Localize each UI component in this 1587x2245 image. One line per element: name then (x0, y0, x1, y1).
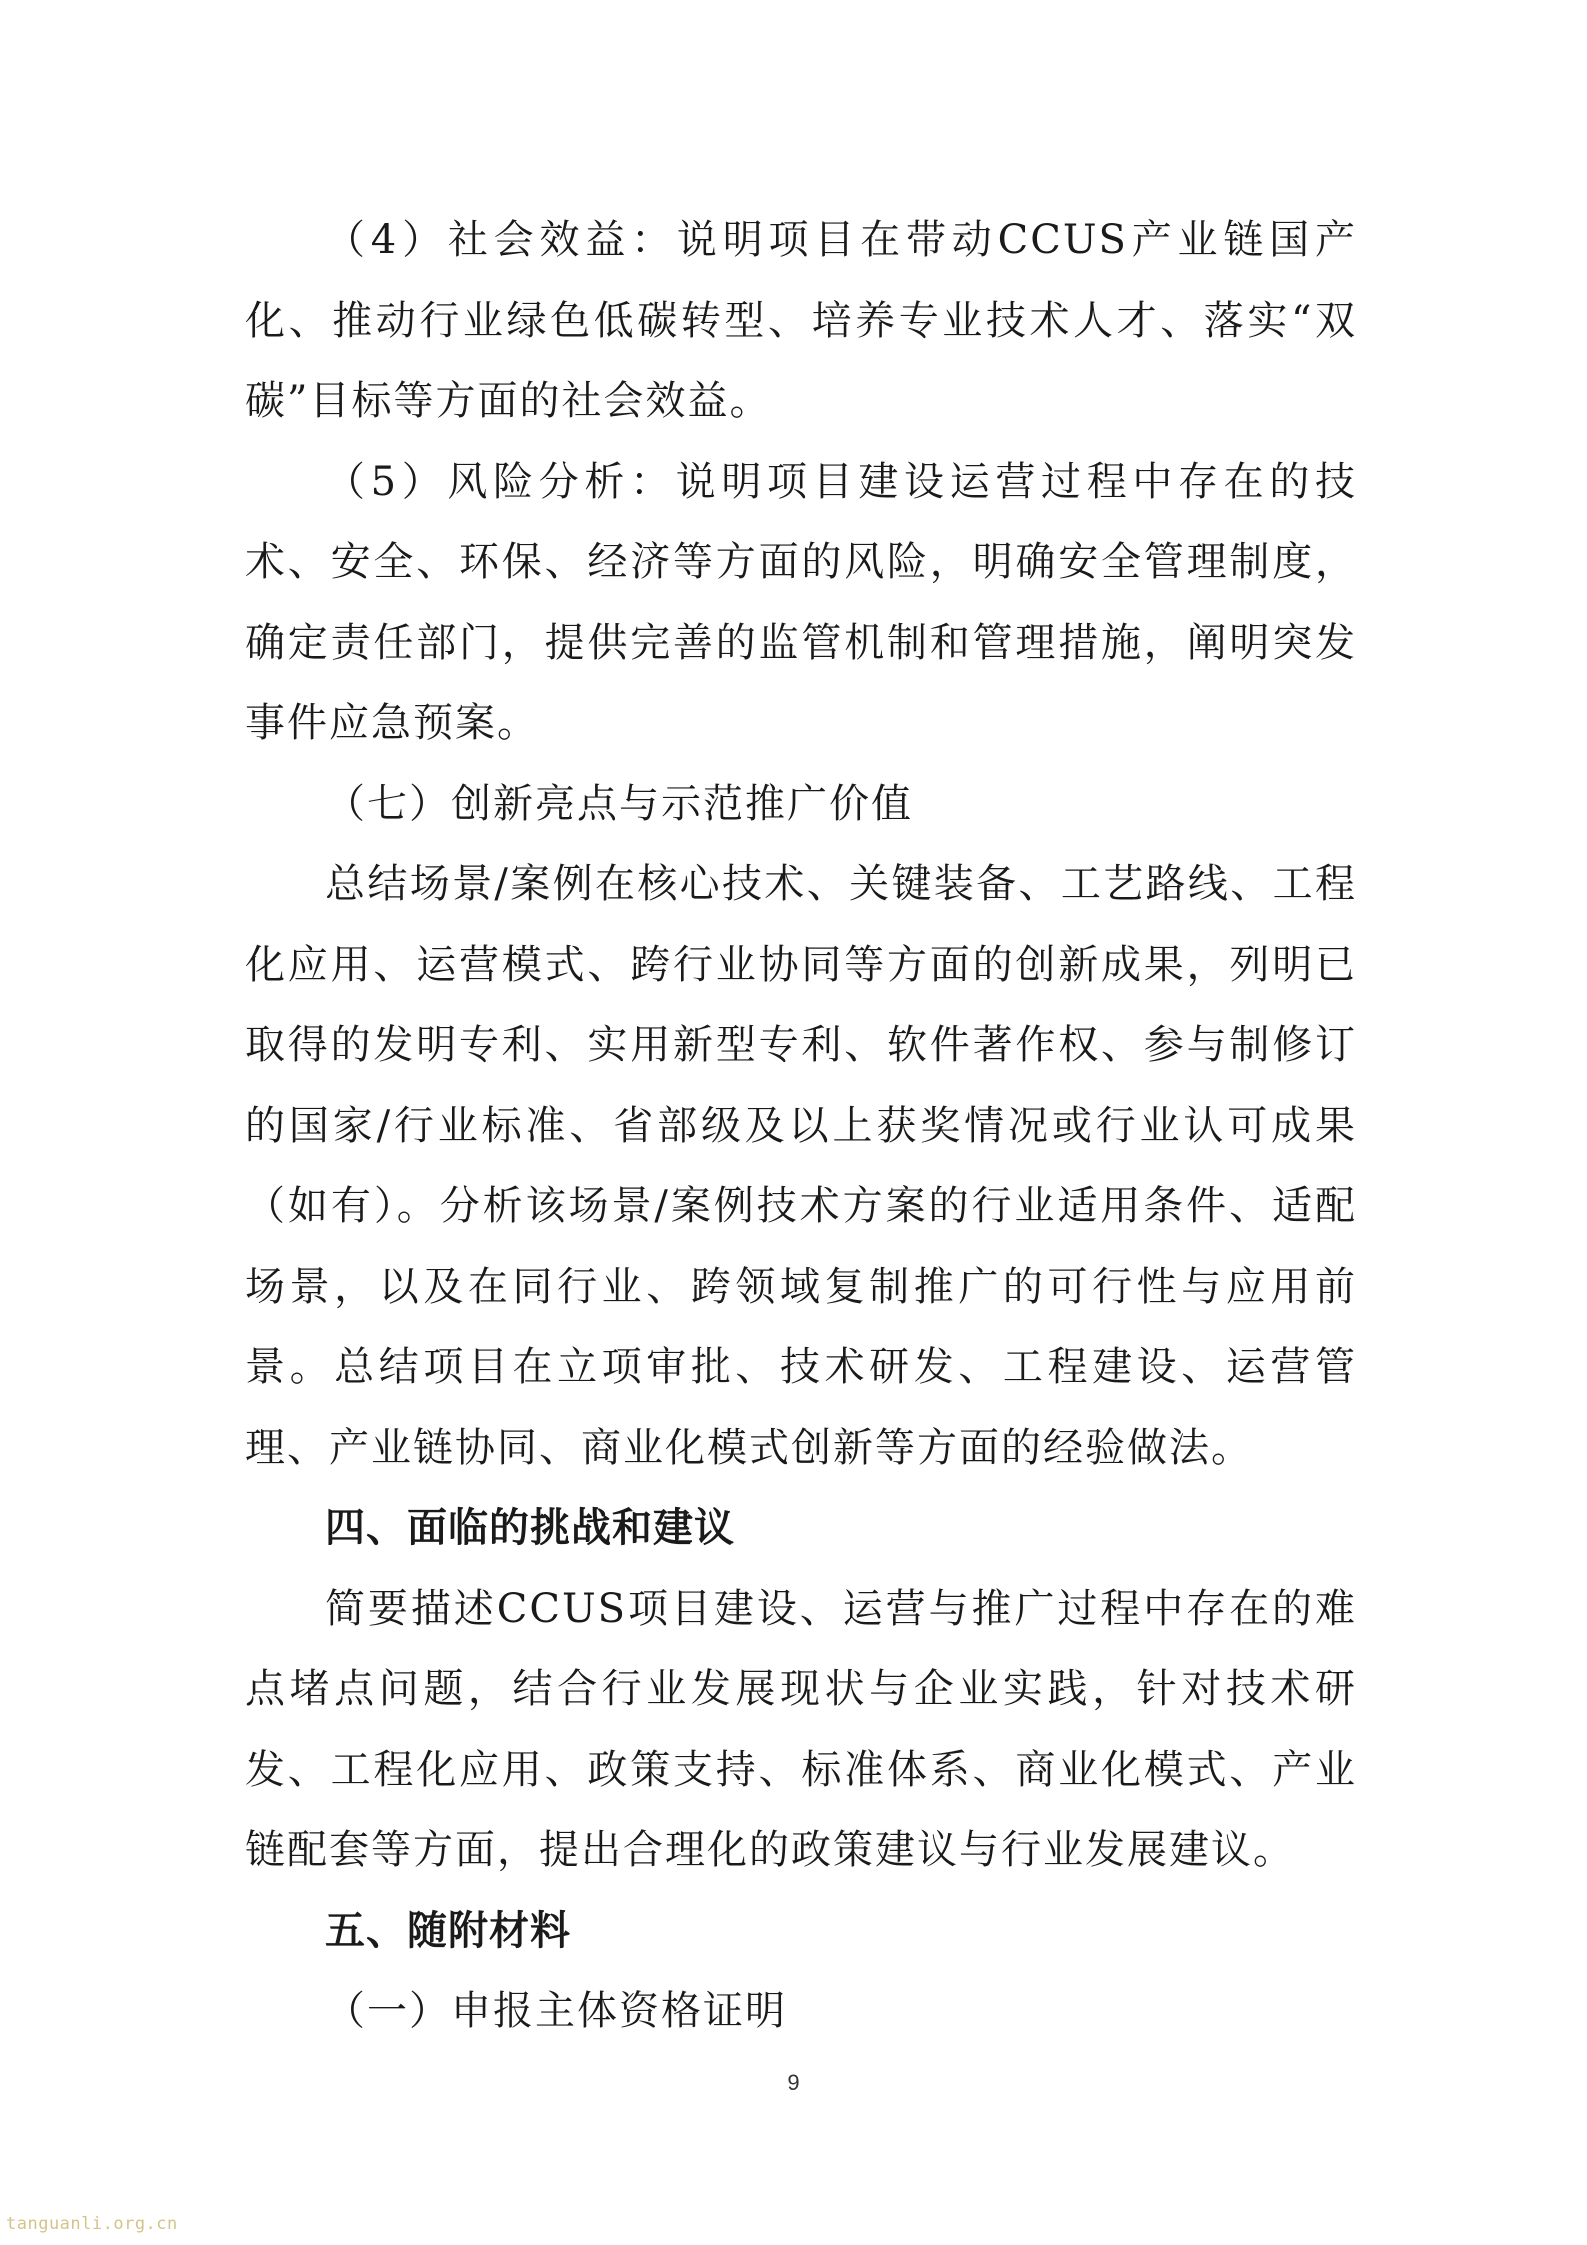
document-body (245, 200, 1357, 2052)
subheading-innovation-highlights: （七）创新亮点与示范推广价值 (325, 780, 913, 827)
paragraph-social-benefit: （4）社会效益：说明项目在带动CCUS产业链国产化、推动行业绿色低碳转型、培养专业技术人才、落实“双碳”目标等方面的社会效益。 (245, 217, 1357, 424)
heading-challenges-suggestions: 四、面临的挑战和建议 (325, 1505, 735, 1551)
paragraph-challenges: 简要描述CCUS项目建设、运营与推广过程中存在的难点堵点问题，结合行业发展现状与企业实践，针对技术研发、工程化应用、政策支持、标准体系、商业化模式、产业链配套等方面，提出合理化的政策建议与行业发展建议。 (245, 1585, 1357, 1873)
watermark-text: tanguanli.org.cn (6, 2214, 178, 2234)
subheading-qualification-proof: （一）申报主体资格证明 (325, 1988, 787, 2034)
paragraph-innovation-summary: 总结场景/案例在核心技术、关键装备、工艺路线、工程化应用、运营模式、跨行业协同等方面的创新成果，列明已取得的发明专利、实用新型专利、软件著作权、参与制修订的国家/行业标准、省部级及以上获奖情况或行业认可成果（如有）。分析该场景/案例技术方案的行业适用条件、适配场景，以及在同行业、跨领域复制推广的可行性与应用前景。总结项目在立项审批、技术研发、工程建设、运营管理、产业链协同、商业化模式创新等方面的经验做法。 (245, 861, 1357, 1471)
page-number: 9 (787, 2070, 800, 2095)
paragraph-risk-analysis: （5）风险分析：说明项目建设运营过程中存在的技术、安全、环保、经济等方面的风险，明确安全管理制度，确定责任部门，提供完善的监管机制和管理措施，阐明突发事件应急预案。 (245, 458, 1357, 746)
heading-attachments: 五、随附材料 (325, 1907, 571, 1954)
